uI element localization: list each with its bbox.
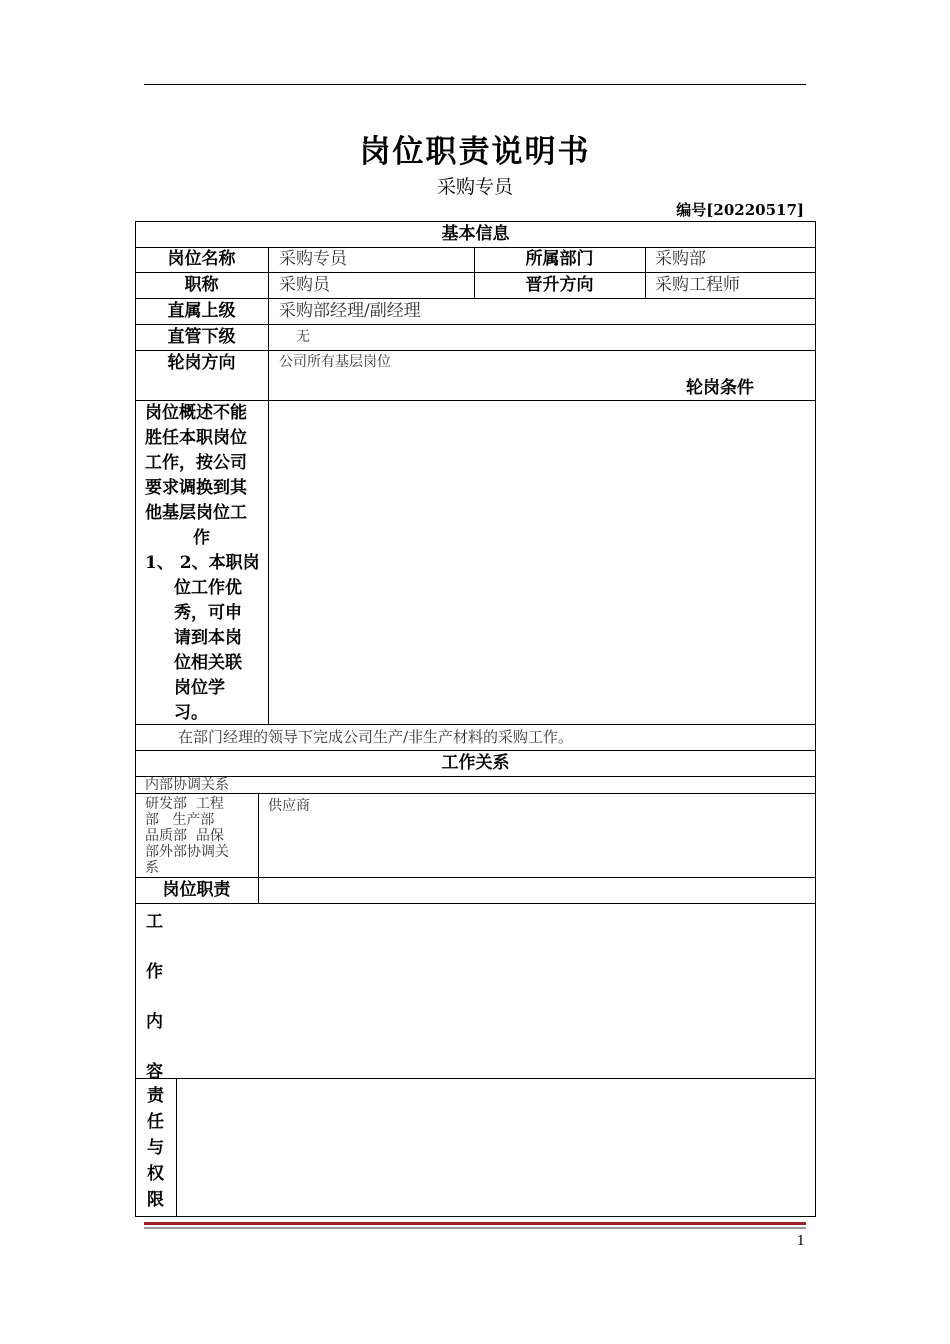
document-subtitle: 采购专员 <box>436 176 513 198</box>
work-content-char: 容 <box>146 1062 163 1082</box>
overview-line: 位相关联 <box>174 653 242 673</box>
subordinate-label: 直管下级 <box>167 327 236 347</box>
rights-char: 任 <box>147 1112 164 1132</box>
col-rule <box>645 247 646 298</box>
row-rule <box>135 877 816 878</box>
external-relations-value: 供应商 <box>268 798 310 814</box>
promotion-value: 采购工程师 <box>655 275 740 295</box>
row-rule <box>135 272 816 273</box>
row-rule <box>135 793 816 794</box>
overview-line: 请到本岗 <box>174 628 242 648</box>
overview-line: 作 <box>193 528 210 548</box>
document-code: 编号[20220517] <box>676 201 804 219</box>
overview-text <box>145 401 263 726</box>
overview-line: 1、 2、本职岗 <box>145 553 260 573</box>
page-number: 1 <box>796 1234 805 1249</box>
basic-info-heading: 基本信息 <box>441 224 510 244</box>
rights-char: 权 <box>147 1164 164 1184</box>
overview-line: 岗位学 <box>174 678 225 698</box>
work-content-char: 工 <box>146 912 163 932</box>
rotation-condition-label: 轮岗条件 <box>686 378 754 398</box>
row-rule <box>135 247 816 248</box>
work-relations-heading: 工作关系 <box>441 753 510 773</box>
overview-summary: 在部门经理的领导下完成公司生产/非生产材料的采购工作。 <box>178 728 574 746</box>
table-border-bottom <box>135 1216 816 1217</box>
row-rule <box>135 350 816 351</box>
rights-char: 责 <box>147 1086 164 1106</box>
row-rule <box>135 776 816 777</box>
overview-line: 岗位概述不能 <box>145 403 247 423</box>
overview-line: 工作，按公司 <box>145 453 247 473</box>
internal-line: 研发部 工程 <box>145 796 224 812</box>
subordinate-value: 无 <box>296 329 310 345</box>
internal-line: 部外部协调关 <box>145 844 229 860</box>
footer-rule-red <box>144 1222 806 1225</box>
col-rule <box>268 400 269 724</box>
row-rule <box>135 1078 816 1079</box>
rotation-value: 公司所有基层岗位 <box>279 354 391 370</box>
footer-rule-grey <box>144 1227 806 1229</box>
position-name-value: 采购专员 <box>279 249 347 269</box>
overview-line: 胜任本职岗位 <box>145 428 247 448</box>
position-name-label: 岗位名称 <box>167 249 236 269</box>
work-content-char: 内 <box>146 1012 163 1032</box>
table-border-right <box>815 221 816 1216</box>
overview-line: 习。 <box>174 703 208 723</box>
row-rule <box>135 750 816 751</box>
department-value: 采购部 <box>655 249 706 269</box>
duties-label: 岗位职责 <box>162 880 231 900</box>
internal-relations-label: 内部协调关系 <box>145 777 229 793</box>
department-label: 所属部门 <box>525 249 594 269</box>
rotation-label: 轮岗方向 <box>167 353 236 373</box>
promotion-label: 晋升方向 <box>525 275 594 295</box>
table-border-top <box>135 221 816 222</box>
col-rule <box>176 1078 177 1216</box>
rights-char: 限 <box>147 1190 164 1210</box>
internal-line: 系 <box>145 860 159 876</box>
work-content-char: 作 <box>146 962 163 982</box>
col-rule <box>258 793 259 903</box>
document-title: 岗位职责说明书 <box>359 134 591 170</box>
row-rule <box>135 324 816 325</box>
superior-label: 直属上级 <box>167 301 236 321</box>
overview-line: 他基层岗位工 <box>145 503 247 523</box>
overview-line: 秀，可申 <box>174 603 242 623</box>
internal-departments <box>145 796 229 876</box>
row-rule <box>135 298 816 299</box>
internal-line: 部 生产部 <box>145 812 215 828</box>
superior-value: 采购部经理/副经理 <box>279 301 421 321</box>
title-value: 采购员 <box>279 275 330 295</box>
internal-line: 品质部 品保 <box>145 828 224 844</box>
overview-line: 位工作优 <box>174 578 242 598</box>
title-label: 职称 <box>184 275 219 295</box>
overview-line: 要求调换到其 <box>145 478 247 498</box>
header-rule <box>144 84 806 85</box>
col-rule <box>268 247 269 400</box>
row-rule <box>135 903 816 904</box>
rights-char: 与 <box>147 1138 164 1158</box>
